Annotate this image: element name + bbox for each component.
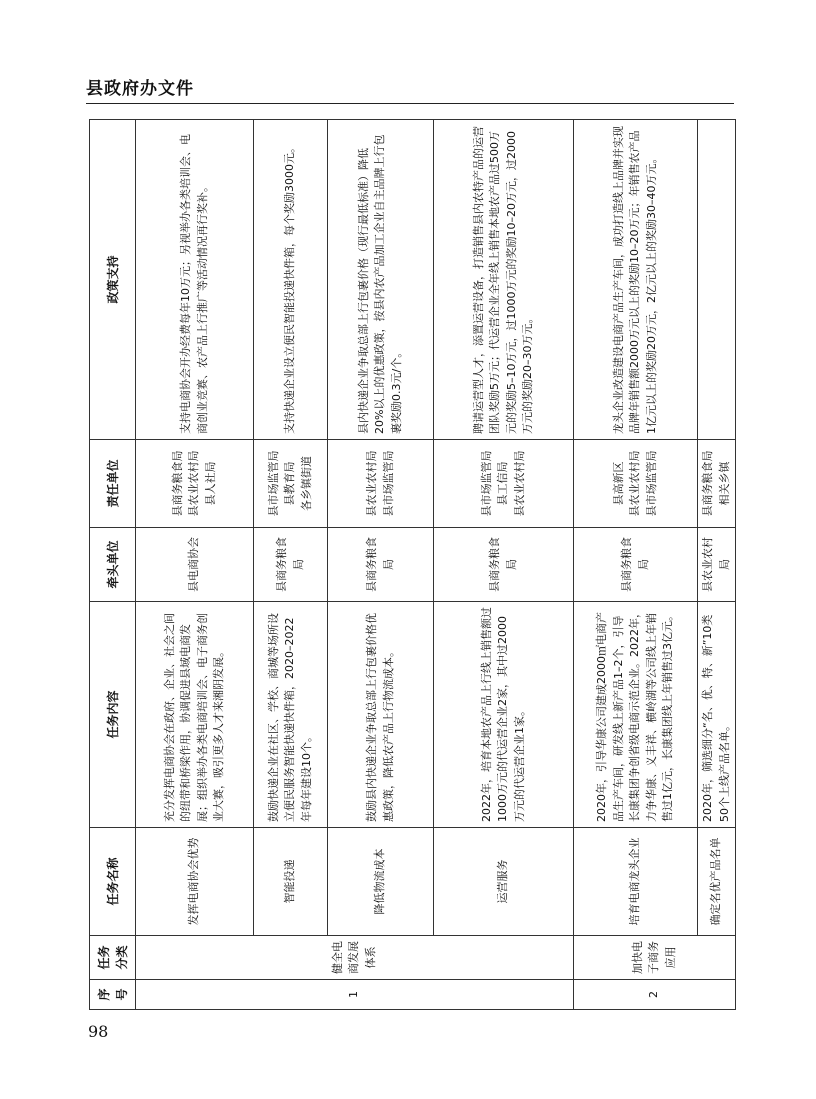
- responsible-unit: 县教育局: [283, 461, 297, 506]
- column-header-seq: 序号: [90, 980, 136, 1010]
- table-header-row: [90, 120, 136, 1010]
- task-content: 2020年，筛选细分“名、优、特、新”10类50个上线产品名单。: [698, 602, 736, 828]
- task-name: 发挥电商协会优势: [136, 828, 254, 936]
- column-header-task-content: 任务内容: [90, 602, 136, 828]
- policy-support: 龙头企业改造建设电商产品生产车间，成功打造线上品牌并实现品牌年销售额2000万元以上的奖励10–20万元；年销售农产品1亿元以上的奖励20万元，2亿元以上的奖励30–40万元。: [574, 120, 698, 440]
- task-name: 培育电商龙头企业: [574, 828, 698, 936]
- responsible-units: [136, 440, 254, 528]
- task-content: 鼓励县内快递企业争取总部上行包裹价格优惠政策，降低农产品上行物流成本。: [328, 602, 434, 828]
- lead-unit: 县商务粮食局: [574, 528, 698, 602]
- responsible-units: [434, 440, 574, 528]
- table-row: [574, 120, 698, 1010]
- group-seq: 1: [136, 980, 574, 1010]
- column-header-policy-support: 政策支持: [90, 120, 136, 440]
- table-row: [254, 120, 328, 1010]
- task-content: 鼓励快递企业在社区、学校、商城等场所设立便民服务智能快递快件箱，2020–2022年每年建设10个。: [254, 602, 328, 828]
- policy-support: 支持快递企业设立便民智能投递快件箱，每个奖励3000元。: [254, 120, 328, 440]
- lead-unit: 县商务粮食局: [434, 528, 574, 602]
- lead-unit: 县商务粮食局: [328, 528, 434, 602]
- responsible-unit: 县商务粮食局: [170, 450, 184, 517]
- responsible-units: [574, 440, 698, 528]
- policy-table: [89, 119, 736, 1010]
- header-title: 县政府办文件: [86, 79, 194, 99]
- column-header-responsible-units: 责任单位: [90, 440, 136, 528]
- responsible-unit: 县农业农村局: [512, 450, 526, 517]
- responsible-unit: 县高新区: [611, 461, 625, 506]
- responsible-unit: 县市场监管局: [266, 450, 280, 517]
- responsible-unit: 县农业农村局: [628, 450, 642, 517]
- responsible-unit: 县农业农村局: [187, 450, 201, 517]
- task-content: 2022年，培育本地农产品上行线上销售额过1000万元的代运营企业2家，其中过2000万元的代运营企业1家。: [434, 602, 574, 828]
- responsible-unit: 县市场监管局: [479, 450, 493, 517]
- lead-unit: 县电商协会: [136, 528, 254, 602]
- lead-unit: 县农业农村局: [698, 528, 736, 602]
- table-row: [136, 120, 254, 1010]
- responsible-unit: 县市场监管局: [644, 450, 658, 517]
- task-name: 运营服务: [434, 828, 574, 936]
- responsible-units: [698, 440, 736, 528]
- rotated-table-container: [89, 120, 735, 1010]
- responsible-unit: 县市场监管局: [381, 450, 395, 517]
- column-header-category: 任务分类: [90, 936, 136, 980]
- responsible-unit: 县工信局: [496, 461, 510, 506]
- responsible-units: [328, 440, 434, 528]
- column-header-lead-unit: 牵头单位: [90, 528, 136, 602]
- table-row: [328, 120, 434, 1010]
- task-content: 充分发挥电商协会在政府、企业、社会之间的纽带和桥梁作用，协调促进县域电商发展；组织举办各类电商培训会、电子商务创业大赛，吸引更多人才来湘阴发展。: [136, 602, 254, 828]
- policy-support: 县内快递企业争取总部上行包裹价格（现行最低标准）降低20%以上的优惠政策，按县内农产品加工企业自主品牌上行包裹奖励0.3元/个。: [328, 120, 434, 440]
- responsible-unit: 相关乡镇: [717, 461, 731, 506]
- group-category: 健全电商发展体系: [136, 936, 574, 980]
- table-row: [434, 120, 574, 1010]
- task-name: 智能投递: [254, 828, 328, 936]
- responsible-units: [254, 440, 328, 528]
- task-name: 降低物流成本: [328, 828, 434, 936]
- responsible-unit: 县商务粮食局: [701, 450, 714, 517]
- column-header-task-name: 任务名称: [90, 828, 136, 936]
- header-divider: [86, 103, 734, 104]
- table-row: [698, 120, 736, 1010]
- page-number: 98: [88, 1022, 109, 1041]
- task-content: 2020年，引导华康公司建成2000㎡电商产品生产车间，研发线上新产品1–2个，引导长康集团争创省级电商示范企业。2022年，力争华康、义丰祥、横岭湖等公司线上年销售过1亿元，长康集团线上年销售过3亿元。: [574, 602, 698, 828]
- lead-unit: 县商务粮食局: [254, 528, 328, 602]
- policy-support: 支持电商协会开办经费每年10万元；另视举办各类培训会、电商创业竞赛、农产品上行推广等活动情况再行奖补。: [136, 120, 254, 440]
- policy-support: [698, 120, 736, 440]
- responsible-unit: 县农业农村局: [365, 450, 378, 517]
- policy-support: 聘请运营型人才，添置运营设备，打造销售县内农特产品的运营团队奖励5万元；代运营企业全年线上销售本地农产品过500万元的奖励5–10万元，过1000万元的奖励10–20万元，过2000万元的奖励20–30万元。: [434, 120, 574, 440]
- task-name: 确定名优产品名单: [698, 828, 736, 936]
- responsible-unit: 各乡镇街道: [299, 456, 313, 511]
- responsible-unit: 县人社局: [203, 461, 217, 506]
- group-seq: 2: [574, 980, 736, 1010]
- group-category: 加快电子商务应用: [574, 936, 736, 980]
